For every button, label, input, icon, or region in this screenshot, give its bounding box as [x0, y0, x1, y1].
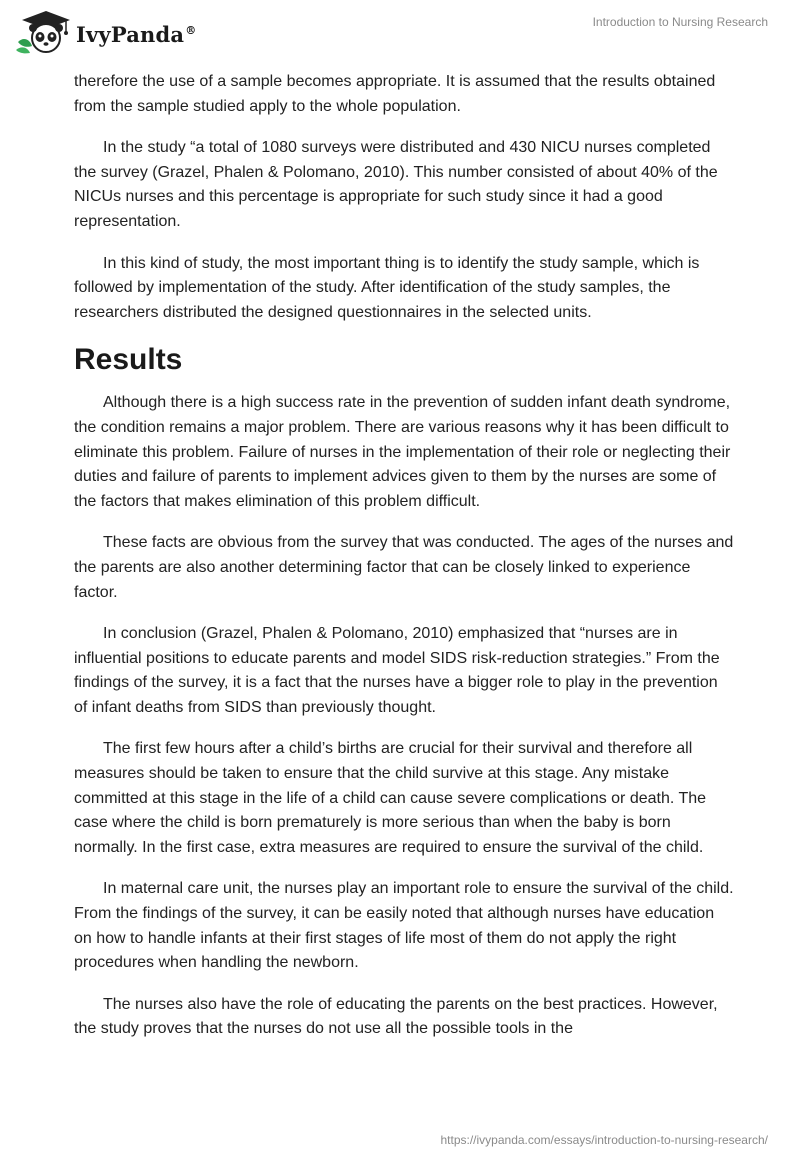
paragraph: In conclusion (Grazel, Phalen & Polomano, 2010) emphasized that “nurses are in influential positions to educate parents and model SIDS risk-reduction strategies.” From the findings of the survey, it is a fact that the nurses have a bigger role to play in the prevention of infant deaths from SIDS than previously thought.	[74, 625, 720, 716]
paragraph: therefore the use of a sample becomes appropriate. It is assumed that the results obtained from the sample studied apply to the whole population.	[74, 73, 716, 115]
paragraph: These facts are obvious from the survey that was conducted. The ages of the nurses and the parents are also another determining factor that can be closely linked to experience factor.	[74, 534, 734, 601]
article-body	[74, 70, 734, 1059]
paragraph: Although there is a high success rate in the prevention of sudden infant death syndrome, the condition remains a major problem. There are various reasons why it has been difficult to eliminate this problem. Failure of nurses in the implementation of their role or neglecting their duties and failure of parents to implement advices given to them by the nurses are some of the factors that makes elimination of this problem difficult.	[74, 394, 731, 510]
paragraph: In the study “a total of 1080 surveys were distributed and 430 NICU nurses completed the survey (Grazel, Phalen & Polomano, 2010). This number consisted of about 40% of the NICUs nurses and this percentage is appropriate for such study since it had a good representation.	[74, 139, 718, 230]
panda-graduate-icon	[14, 8, 72, 54]
paragraph: In maternal care unit, the nurses play an important role to ensure the survival of the child. From the findings of the survey, it can be easily noted that although nurses have education on how to handle infants at their first stages of life most of them do not apply the right procedures when handling the newborn.	[74, 880, 734, 972]
brand-logo[interactable]	[14, 8, 196, 54]
paragraph: The first few hours after a child’s births are crucial for their survival and therefore all measures should be taken to ensure that the child survive at this stage. Any mistake committed at this stage in the life of a child can cause severe complications or death. The case where the child is born prematurely is more serious than when the baby is born normally. In the first case, extra measures are required to ensure the survival of the child.	[74, 740, 707, 856]
document-title: Introduction to Nursing Research	[592, 15, 768, 29]
page-header	[0, 0, 800, 70]
section-heading-results: Results	[74, 343, 183, 377]
paragraph: In this kind of study, the most important thing is to identify the study sample, which is followed by implementation of the study. After identification of the study samples, the researchers distributed the designed questionnaires in the selected units.	[74, 254, 700, 321]
paragraph: The nurses also have the role of educating the parents on the best practices. However, the study proves that the nurses do not use all the possible tools in the	[74, 995, 718, 1038]
brand-name: IvyPanda®	[76, 21, 197, 47]
source-url[interactable]: https://ivypanda.com/essays/introduction-to-nursing-research/	[440, 1133, 768, 1147]
